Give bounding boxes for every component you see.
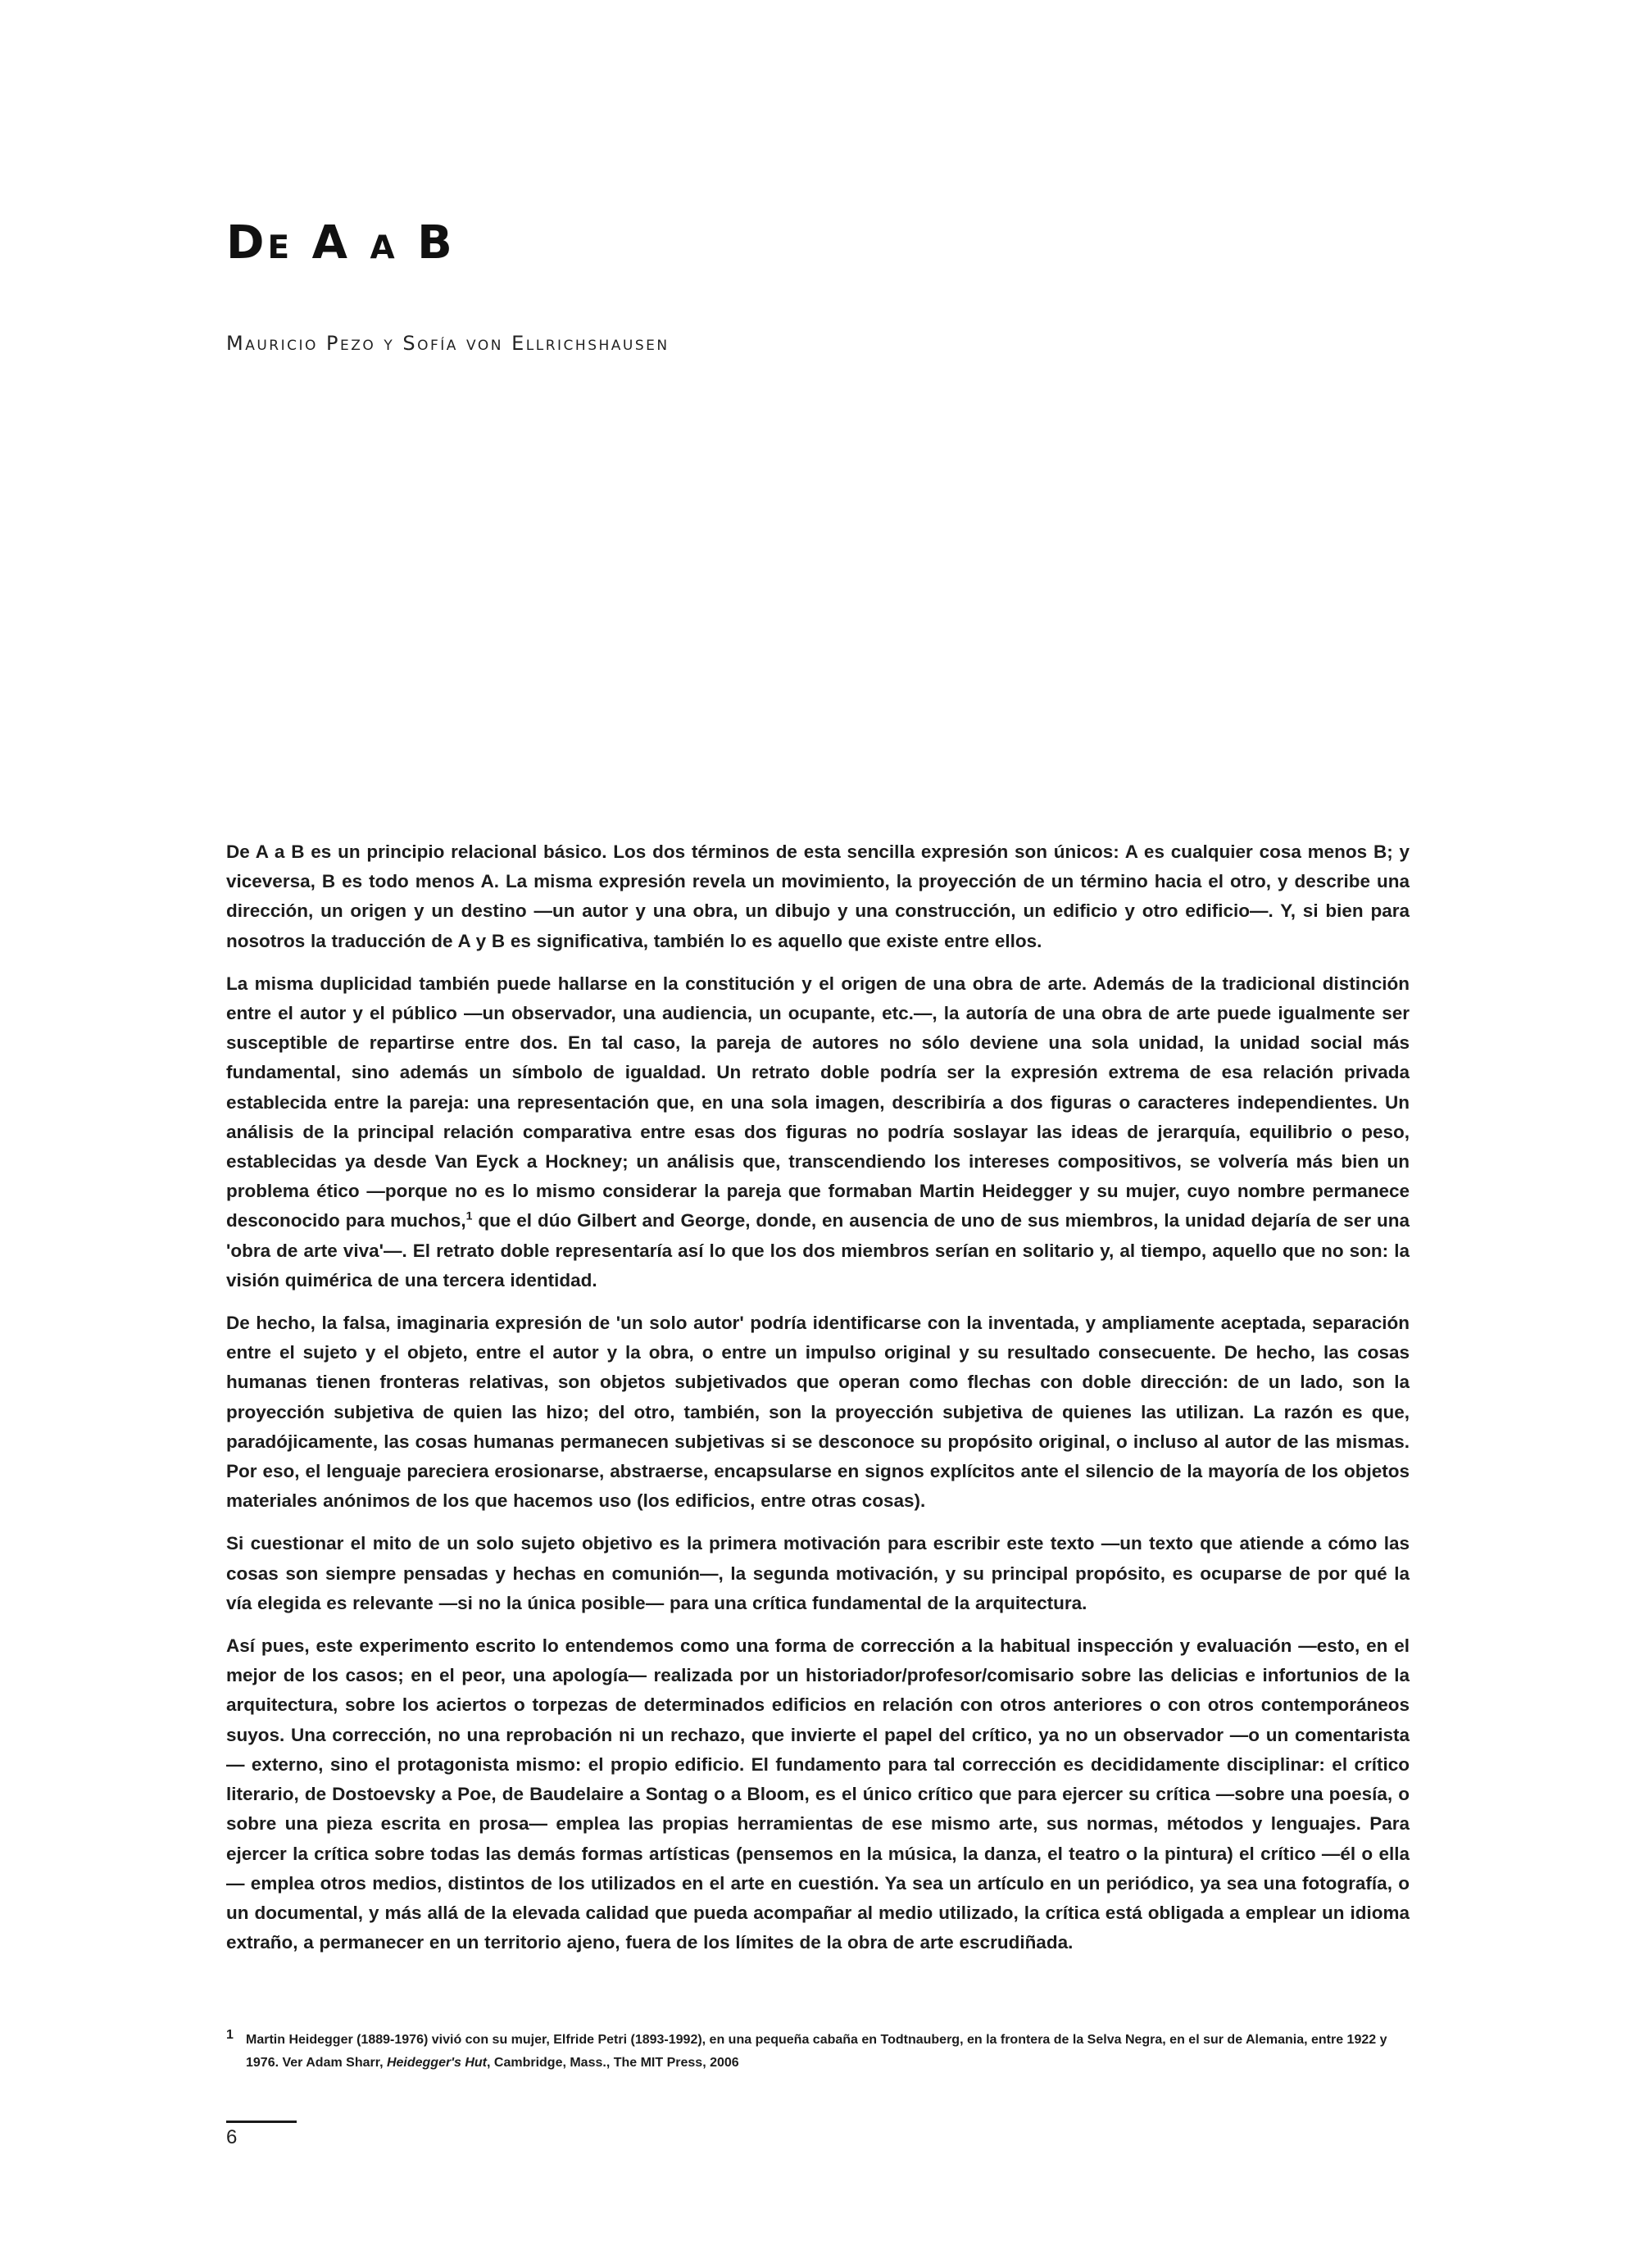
page-number-rule [226,2121,297,2123]
article-body [226,837,1410,1971]
footnote-number: 1 [226,2028,234,2042]
paragraph-text: La misma duplicidad también puede hallarse en la constitución y el origen de una obra de arte. Además de la tradicional distinción entre el autor y el público —un observador, una audiencia, un ocupante, etc.—, la autoría de una obra de arte puede igualmente ser susceptible de repartirse entre dos. En tal caso, la pareja de autores no sólo deviene una sola unidad, la unidad social más fundamental, sino además un símbolo de igualdad. Un retrato doble podría ser la expresión extrema de esa relación privada establecida entre la pareja: una representación que, en una sola imagen, describiría a dos figuras o caracteres independientes. Un análisis de la principal relación comparativa entre esas dos figuras no podría soslayar las ideas de jerarquía, equilibrio o peso, establecidas ya desde Van Eyck a Hockney; un análisis que, transcendiendo los intereses compositivos, se volvería más bien un problema ético —porque no es lo mismo considerar la pareja que formaban Martin Heidegger y su mujer, cuyo nombre permanece desconocido para muchos, [226,973,1410,1232]
paragraph-text: Si cuestionar el mito de un solo sujeto objetivo es la primera motivación para escribir este texto —un texto que atiende a cómo las cosas son siempre pensadas y hechas en comunión—, la segunda motivación, y su principal propósito, es ocuparse de por qué la vía elegida es relevante —si no la única posible— para una crítica fundamental de la arquitectura. [226,1533,1410,1613]
footnote-text-before: Martin Heidegger (1889-1976) vivió con su mujer, Elfride Petri (1893-1992), en una pequeña cabaña en Todtnauberg, en la frontera de la Selva Negra, en el sur de Alemania, entre 1922 y 1976. Ver Adam Sharr, [246,2033,1387,2070]
page-number: 6 [226,2126,238,2148]
paragraph-text: De hecho, la falsa, imaginaria expresión de 'un solo autor' podría identificarse con la inventada, y ampliamente aceptada, separación entre el sujeto y el objeto, entre el autor y la obra, o entre un impulso original y su resultado consecuente. De hecho, las cosas humanas tienen fronteras relativas, son objetos subjetivados que operan como flechas con doble dirección: de un lado, son la proyección subjetiva de quien las hizo; del otro, también, son la proyección subjetiva de quienes las utilizan. La razón es que, paradójicamente, las cosas humanas permanecen subjetivas si se desconoce su propósito original, o incluso al autor de las mismas. Por eso, el lenguaje pareciera erosionarse, abstraerse, encapsularse en signos explícitos ante el silencio de la mayoría de los objetos materiales anónimos de los que hacemos uso (los edificios, entre otras cosas). [226,1313,1410,1512]
body-paragraph [226,969,1410,1295]
body-paragraph [226,1631,1410,1957]
footnote-book-title: Heidegger's Hut [386,2056,487,2070]
footnote-marker: 1 [465,1209,473,1222]
body-paragraph [226,837,1410,956]
footnote-text [246,2029,1410,2075]
paragraph-text: que el dúo Gilbert and George, donde, en ausencia de uno de sus miembros, la unidad dejaría de ser una 'obra de arte viva'—. El retrato doble representaría así lo que los dos miembros serían en solitario y, al tiempo, aquello que no son: la visión quimérica de una tercera identidad. [226,1210,1410,1290]
body-paragraph [226,1309,1410,1516]
footnote [226,2029,1410,2075]
paragraph-text: Así pues, este experimento escrito lo entendemos como una forma de corrección a la habitual inspección y evaluación —esto, en el mejor de los casos; en el peor, una apología— realizada por un historiador/profesor/comisario sobre las delicias e infortunios de la arquitectura, sobre los aciertos o torpezas de determinados edificios en relación con otros anteriores o con otros contemporáneos suyos. Una corrección, no una reprobación ni un rechazo, que invierte el papel del crítico, ya no un observador —o un comentarista— externo, sino el protagonista mismo: el propio edificio. El fundamento para tal corrección es decididamente disciplinar: el crítico literario, de Dostoevsky a Poe, de Baudelaire a Sontag o a Bloom, es el único crítico que para ejercer su crítica —sobre una poesía, o sobre una pieza escrita en prosa— emplea las propias herramientas de ese mismo arte, sus normas, métodos y lenguajes. Para ejercer la crítica sobre todas las demás formas artísticas (pensemos en la música, la danza, el teatro o la pintura) el crítico —él o ella— emplea otros medios, distintos de los utilizados en el arte en cuestión. Ya sea un artículo en un periódico, ya sea una fotografía, o un documental, y más allá de la elevada calidad que pueda acompañar al medio utilizado, la crítica está obligada a emplear un idioma extraño, a permanecer en un territorio ajeno, fuera de los límites de la obra de arte escrudiñada. [226,1635,1410,1953]
article-title: De A a B [226,216,456,270]
article-authors: Mauricio Pezo y Sofía von Ellrichshausen [226,332,670,355]
body-paragraph [226,1529,1410,1618]
paragraph-text: De A a B es un principio relacional básico. Los dos términos de esta sencilla expresión son únicos: A es cualquier cosa menos B; y viceversa, B es todo menos A. La misma expresión revela un movimiento, la proyección de un término hacia el otro, y describe una dirección, un origen y un destino —un autor y una obra, un dibujo y una construcción, un edificio y otro edificio—. Y, si bien para nosotros la traducción de A y B es significativa, también lo es aquello que existe entre ellos. [226,841,1410,951]
footnote-text-after: , Cambridge, Mass., The MIT Press, 2006 [487,2056,739,2070]
